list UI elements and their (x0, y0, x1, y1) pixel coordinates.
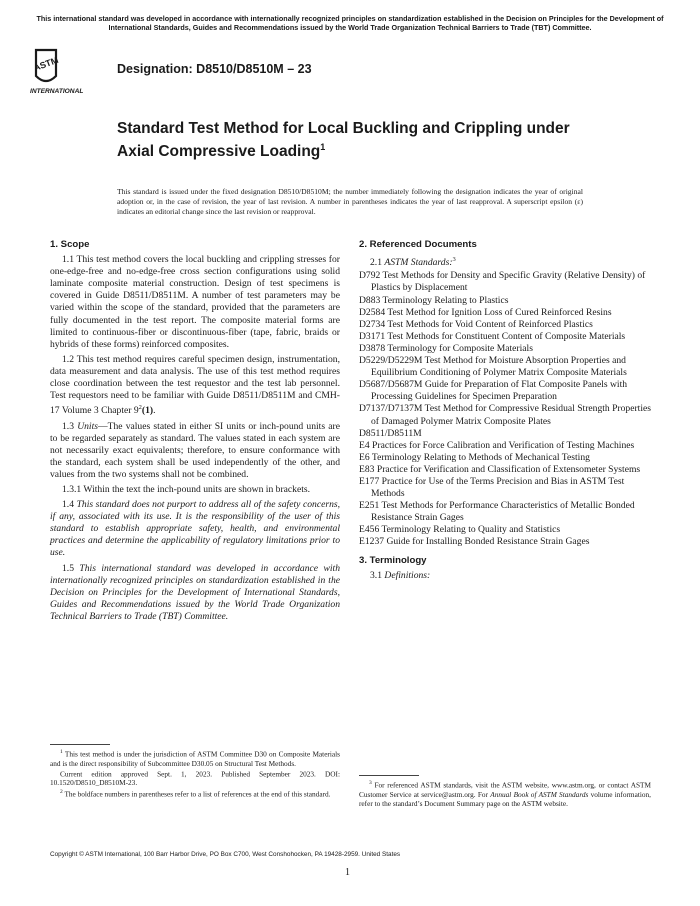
section-heading-referenced-documents: 2. Referenced Documents (359, 239, 477, 250)
footnote: $^1$ This test method is under the jurisdiction of ASTM Committee D30 on Composite Materials and is the direct responsibility of Subcommittee D30.05 on Structural Test Methods. (50, 749, 340, 768)
para-1-2: 1.2 This test method requires careful specimen design, instrumentation, data measurement and data analysis. The use of this test method requires close coordination between the test requestor and the test lab personnel. Test requestors need to be familiar with Guide D8511/D8511M and CMH-17 Volume 3 Chapter $9^2(1)$. (50, 353, 340, 417)
top-notice: This international standard was developed in accordance with internationally recognized principles on standardization established in the Decision on Principles for the Development of International Standards, Guides and Recommendations issued by the World Trade Organization Technical Barriers to Trade (TBT) Committee. (36, 14, 664, 32)
reference-item: D2734 Test Methods for Void Content of Reinforced Plastics (359, 318, 593, 330)
title-text: Standard Test Method for Local Buckling and Crippling under Axial Compressive Loading (117, 120, 570, 161)
section-heading-terminology: 3. Terminology (359, 554, 427, 566)
reference-item: D2584 Test Method for Ignition Loss of Cured Reinforced Resins (359, 306, 612, 318)
subsection-astm-standards: 2.1 ASTM Standards:$^3$ (370, 256, 456, 269)
reference-item: D5687/D5687M Guide for Preparation of Flat Composite Panels with Processing Guidelines for Specimen Preparation (359, 379, 628, 403)
reference-item: D5229/D5229M Test Method for Moisture Absorption Properties and Equilibrium Conditioning of Polymer Matrix Composite Materials (359, 355, 627, 379)
astm-logo (30, 46, 110, 98)
footnote: Current edition approved Sept. 1, 2023. Published September 2023. DOI: 10.1520/D8510_D8510M-23. (50, 769, 340, 788)
left-column (50, 239, 340, 626)
para-1-5: 1.5 This international standard was developed in accordance with internationally recognized principles on standardization established in the Decision on Principles for the Development of International Standards, Guides and Recommendations issued by the World Trade Organization Technical Barriers to Trade (TBT) Committee. (50, 562, 340, 622)
reference-item: E4 Practices for Force Calibration and Verification of Testing Machines (359, 439, 635, 451)
title-footnote-mark: 1 (320, 142, 326, 152)
reference-item: E6 Terminology Relating to Methods of Mechanical Testing (359, 451, 590, 463)
designation: Designation: D8510/D8510M – 23 (117, 62, 312, 76)
reference-item: D792 Test Methods for Density and Specific Gravity (Relative Density) of Plastics by Displacement (359, 270, 646, 294)
para-1-3-1: 1.3.1 Within the text the inch-pound units are shown in brackets. (62, 483, 311, 495)
reference-item: E456 Terminology Relating to Quality and Statistics (359, 524, 561, 536)
reference-item: D3878 Terminology for Composite Materials (359, 342, 533, 354)
reference-item: D8511/D8511M (359, 427, 422, 439)
page-number: 1 (345, 867, 350, 878)
para-1-3: 1.3 Units—The values stated in either SI units or inch-pound units are to be regarded separately as standard. The values stated in each system are not necessarily exact equivalents; therefore, to ensure conformance with the standard, each system shall be used independently of the other, and values from the two systems shall not be combined. (50, 420, 340, 480)
footnote: $^2$ The boldface numbers in parentheses refer to a list of references at the end of this standard. (60, 788, 331, 799)
reference-item: D7137/D7137M Test Method for Compressive Residual Strength Properties of Damaged Polymer Matrix Composite Plates (359, 403, 651, 427)
svg-text:ASTM: ASTM (32, 54, 60, 74)
reference-list (359, 270, 651, 548)
reference-item: D883 Terminology Relating to Plastics (359, 294, 509, 306)
svg-text:INTERNATIONAL: INTERNATIONAL (30, 88, 84, 95)
footnotes-left (50, 744, 340, 798)
reference-item: E251 Test Methods for Performance Characteristics of Metallic Bonded Resistance Strain Gages (359, 500, 635, 524)
reference-item: E177 Practice for Use of the Terms Precision and Bias in ASTM Test Methods (359, 475, 625, 500)
document-title (117, 119, 577, 161)
copyright-line: Copyright © ASTM International, 100 Barr Harbor Drive, PO Box C700, West Conshohocken, PA 19428-2959. United States (50, 851, 401, 858)
right-column (359, 239, 651, 583)
para-1-4: 1.4 This standard does not purport to address all of the safety concerns, if any, associated with its use. It is the responsibility of the user of this standard to establish appropriate safety, health, and environmental practices and determine the applicability of regulatory limitations prior to use. (50, 499, 341, 559)
issuance-note: This standard is issued under the fixed designation D8510/D8510M; the number immediately following the designation indicates the year of original adoption or, in the case of revision, the year of last revision. A number in parentheses indicates the year of last reapproval. A superscript epsilon (ε) indicates an editorial change since the last revision or reapproval. (117, 187, 583, 217)
subsection-definitions: 3.1 Definitions: (370, 569, 431, 581)
reference-item: E1237 Guide for Installing Bonded Resistance Strain Gages (359, 536, 590, 548)
footnotes-right (359, 775, 651, 808)
section-heading-scope: 1. Scope (50, 239, 90, 250)
reference-item: E83 Practice for Verification and Classification of Extensometer Systems (359, 463, 641, 475)
para-1-1: 1.1 This test method covers the local buckling and crippling stresses for one-edge-free and no-edge-free cross section configurations using solid laminate composite material construction. Design of test specimens is covered in Guide D8511/D8511M. A number of test parameters may be varied within the scope of the standard, provided that the parameters are fully documented in the test report. The composite material forms are limited to continuous-fiber or discontinuous-fiber (tape, fabric, braids or hybrids of these forms) reinforced composites. (50, 254, 340, 350)
footnote-3: $^3$ For referenced ASTM standards, visit the ASTM website, www.astm.org, or contact ASTM Customer Service at service@astm.org. For Annual Book of ASTM Standards volume information, refer to the standard’s Document Summary page on the ASTM website. (359, 780, 652, 808)
footnote-rule (359, 775, 419, 776)
footnote-rule (50, 744, 110, 745)
reference-item: D3171 Test Methods for Constituent Content of Composite Materials (359, 330, 626, 342)
